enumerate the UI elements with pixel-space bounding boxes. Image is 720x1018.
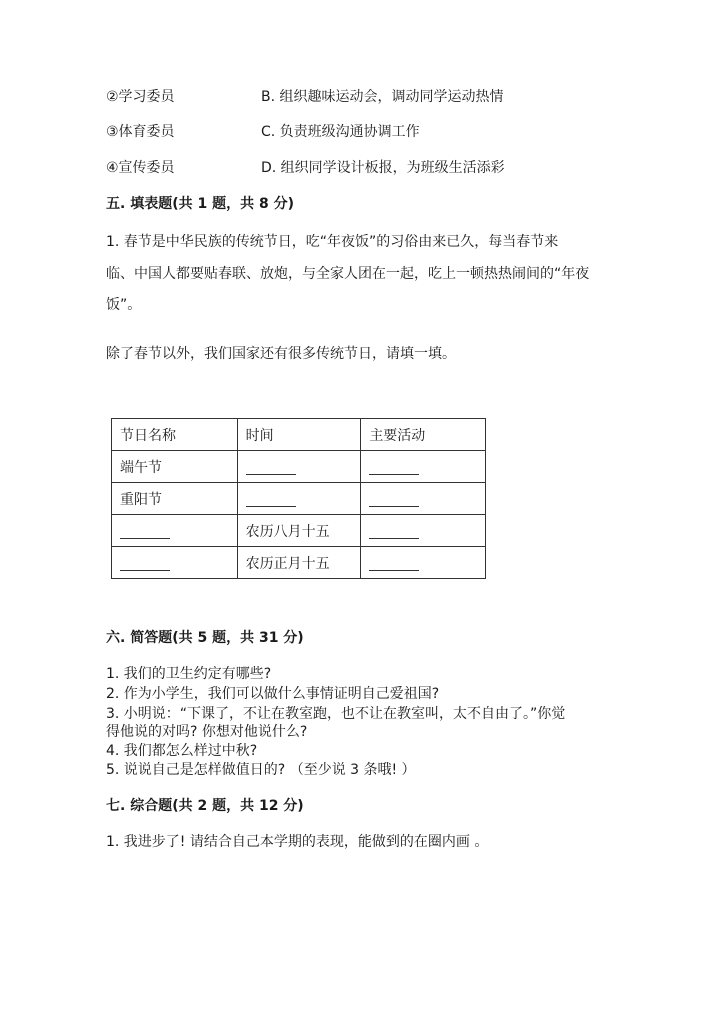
- question-line-4: 4. 我们都怎么样过中秋?: [106, 743, 258, 759]
- table-cell: 重阳节: [112, 483, 238, 515]
- match-right-c: C. 负责班级沟通协调工作: [261, 124, 420, 140]
- fill-blank-cell[interactable]: [361, 547, 486, 579]
- fill-blank-cell[interactable]: [112, 515, 238, 547]
- section-5-heading: 五. 填表题(共 1 题，共 8 分): [106, 196, 294, 212]
- fill-blank[interactable]: [369, 490, 419, 507]
- table-row: [112, 483, 486, 515]
- fill-blank-cell[interactable]: [361, 451, 486, 483]
- section-5-paragraph-line-2: 临、中国人都要贴春联、放炮，与全家人团在一起，吃上一顿热热闹间的“年夜: [106, 266, 590, 282]
- section-7-heading: 七. 综合题(共 2 题，共 12 分): [106, 798, 304, 814]
- table-header-cell: 时间: [237, 419, 361, 451]
- match-left-4: ④宣传委员: [106, 160, 175, 176]
- fill-blank-cell[interactable]: [361, 515, 486, 547]
- fill-blank[interactable]: [120, 554, 170, 571]
- table-header-cell: 主要活动: [361, 419, 486, 451]
- fill-blank-cell[interactable]: [237, 483, 361, 515]
- fill-blank-cell[interactable]: [361, 483, 486, 515]
- section-5-paragraph-line-1: 1. 春节是中华民族的传统节日，吃“年夜饭”的习俗由来已久，每当春节来: [106, 234, 559, 250]
- question-line-5: 5. 说说自己是怎样做值日的? （至少说 3 条哦! ）: [106, 762, 416, 778]
- table-cell: 农历八月十五: [237, 515, 361, 547]
- question-line-3-cont: 得他说的对吗? 你想对他说什么?: [106, 724, 308, 740]
- match-left-2: ②学习委员: [106, 89, 175, 105]
- fill-blank[interactable]: [369, 522, 419, 539]
- fill-blank-cell[interactable]: [112, 547, 238, 579]
- fill-blank[interactable]: [369, 458, 419, 475]
- fill-blank[interactable]: [246, 490, 296, 507]
- match-right-b: B. 组织趣味运动会，调动同学运动热情: [261, 89, 504, 105]
- table-header-cell: 节日名称: [112, 419, 238, 451]
- fill-blank-cell[interactable]: [237, 451, 361, 483]
- section-5-paragraph-line-3: 饭”。: [106, 297, 142, 313]
- question-line-1: 1. 我们的卫生约定有哪些?: [106, 666, 272, 682]
- match-left-3: ③体育委员: [106, 124, 175, 140]
- question-line-2: 2. 作为小学生，我们可以做什么事情证明自己爱祖国?: [106, 686, 440, 702]
- table-row: [112, 515, 486, 547]
- question-line-3: 3. 小明说：“下课了，不让在教室跑，也不让在教室叫，太不自由了。”你觉: [106, 706, 566, 722]
- fill-blank[interactable]: [369, 554, 419, 571]
- match-right-d: D. 组织同学设计板报，为班级生活添彩: [261, 160, 505, 176]
- table-row: [112, 451, 486, 483]
- fill-blank[interactable]: [120, 522, 170, 539]
- section-5-prompt: 除了春节以外，我们国家还有很多传统节日，请填一填。: [106, 346, 456, 362]
- table-row: [112, 547, 486, 579]
- section-7-question-1: 1. 我进步了! 请结合自己本学期的表现，能做到的在圈内画 。: [106, 834, 489, 850]
- table-cell: 农历正月十五: [237, 547, 361, 579]
- table-cell: 端午节: [112, 451, 238, 483]
- section-6-heading: 六. 简答题(共 5 题，共 31 分): [106, 630, 304, 646]
- festival-table: [111, 418, 486, 579]
- table-header-row: [112, 419, 486, 451]
- fill-blank[interactable]: [246, 458, 296, 475]
